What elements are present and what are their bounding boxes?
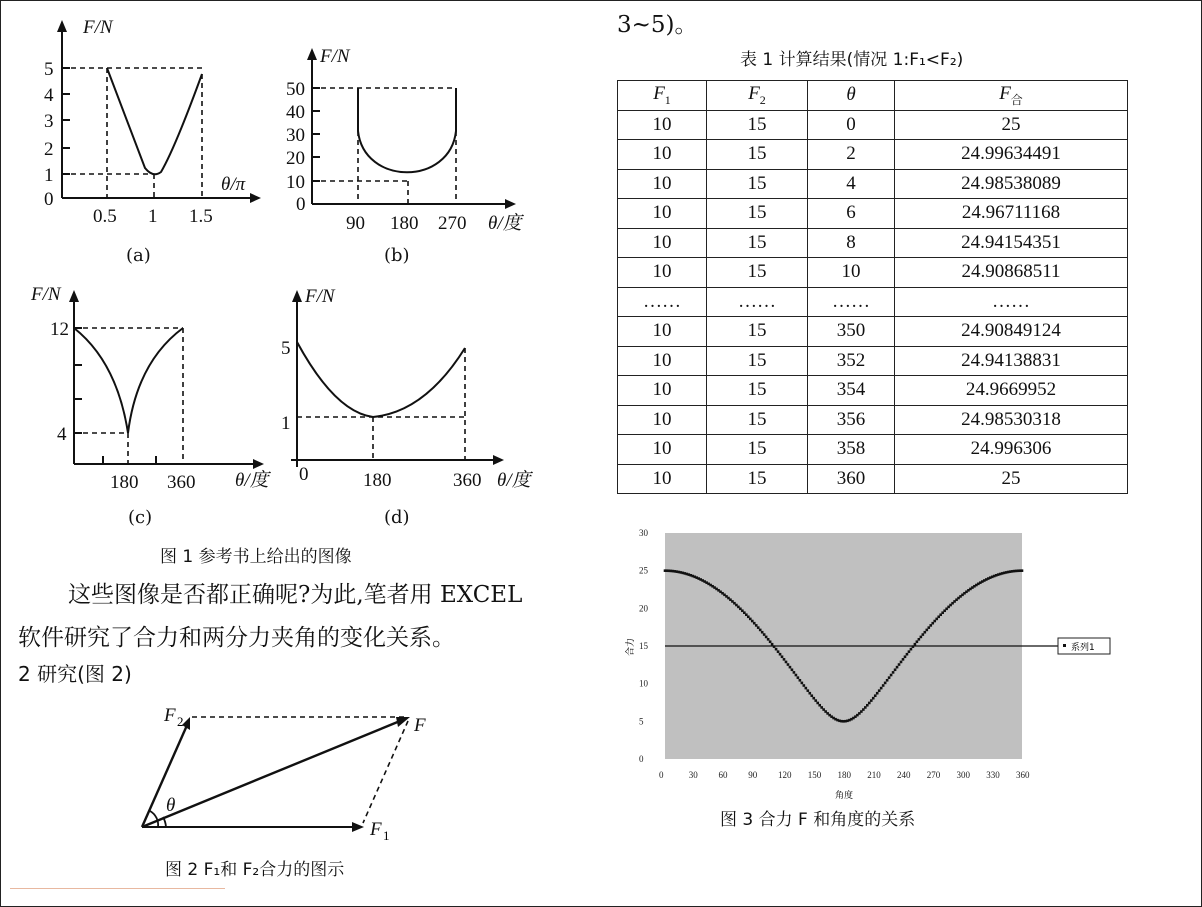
data-point xyxy=(805,687,808,690)
table-cell: 15 xyxy=(707,169,808,199)
table-row xyxy=(618,258,1128,288)
data-point xyxy=(882,684,885,687)
fig2-caption: 图 2 F₁和 F₂合力的图示 xyxy=(165,860,345,880)
data-point xyxy=(876,692,879,695)
header-theta: θ xyxy=(808,81,895,111)
chart-x-tick: 90 xyxy=(748,770,758,780)
fig1a-y-tick-5: 5 xyxy=(44,59,54,80)
data-point xyxy=(900,661,903,664)
chart-x-tick: 360 xyxy=(1016,770,1030,780)
fig1a-caption: (a) xyxy=(126,245,151,266)
table-cell: 10 xyxy=(618,435,707,465)
table-cell: 358 xyxy=(808,435,895,465)
fig1c-caption: (c) xyxy=(128,507,153,528)
fig1d-y-arrow xyxy=(292,290,302,302)
fig1c-y-tick: 12 xyxy=(50,319,69,340)
data-point xyxy=(781,655,784,658)
chart-y-tick: 20 xyxy=(639,603,648,614)
fig1b-caption: (b) xyxy=(384,245,410,266)
header-f1: $F_1$ xyxy=(618,81,707,111)
fig3-chart xyxy=(615,520,1135,800)
table-cell: 10 xyxy=(618,110,707,140)
table-cell: 10 xyxy=(618,258,707,288)
fig1d-y-tick: 5 xyxy=(281,338,291,359)
table-cell: 10 xyxy=(618,376,707,406)
data-point xyxy=(874,694,877,697)
data-point xyxy=(763,633,766,636)
fig2-diagram xyxy=(130,695,450,845)
fig1a-graph xyxy=(25,8,275,228)
data-point xyxy=(880,687,883,690)
table-cell: 8 xyxy=(808,228,895,258)
table-cell: 15 xyxy=(707,199,808,229)
fig1a-x-arrow xyxy=(250,193,261,203)
chart-y-tick: 30 xyxy=(639,528,648,538)
table-row xyxy=(618,435,1128,465)
data-point xyxy=(808,692,811,695)
table-cell: 15 xyxy=(707,140,808,170)
chart-x-tick: 300 xyxy=(956,770,970,780)
chart-y-tick: 25 xyxy=(639,565,648,576)
fig1c-y-label: F/N xyxy=(31,284,61,305)
fig1a-curve xyxy=(107,68,202,174)
chart-x-tick: 270 xyxy=(926,770,941,780)
table-cell: 24.99634491 xyxy=(895,140,1128,170)
data-point xyxy=(910,648,913,651)
data-point xyxy=(769,640,772,643)
table-cell: 10 xyxy=(808,258,895,288)
label-f2-sub: 2 xyxy=(177,714,184,729)
fig1c-y-arrow xyxy=(69,290,79,302)
data-point xyxy=(904,655,907,658)
table-row xyxy=(618,464,1128,494)
data-point xyxy=(810,694,813,697)
chart-x-tick: 0 xyxy=(659,770,664,780)
continued-text: 3~5)。 xyxy=(617,12,698,38)
data-point xyxy=(795,674,798,677)
table-cell: 0 xyxy=(808,110,895,140)
data-point xyxy=(890,674,893,677)
chart-x-tick: 60 xyxy=(718,770,728,780)
table-row xyxy=(618,346,1128,376)
chart-y-tick: 15 xyxy=(639,641,648,651)
fig1b-y-tick: 50 xyxy=(286,79,305,100)
data-point xyxy=(902,658,905,661)
data-point xyxy=(886,679,889,682)
data-point xyxy=(1021,569,1024,572)
chart-y-tick: 5 xyxy=(639,716,644,727)
data-point xyxy=(799,679,802,682)
table-row xyxy=(618,228,1128,258)
fig1b-x-tick: 180 xyxy=(390,213,419,234)
fig1d-curve xyxy=(297,342,465,417)
parallelogram-right xyxy=(363,721,408,823)
fig1d-y-tick: 1 xyxy=(281,413,291,434)
table-cell: 24.94138831 xyxy=(895,346,1128,376)
data-point xyxy=(791,668,794,671)
table-cell: 24.98530318 xyxy=(895,405,1128,435)
table-cell: 360 xyxy=(808,464,895,494)
results-table xyxy=(617,80,1128,494)
table-row xyxy=(618,376,1128,406)
fig1b-y-tick: 10 xyxy=(286,172,305,193)
table1-title: 表 1 计算结果(情况 1:F₁<F₂) xyxy=(740,50,964,70)
table-cell: 15 xyxy=(707,258,808,288)
table-cell: 10 xyxy=(618,199,707,229)
chart-x-tick: 330 xyxy=(986,770,1000,780)
fig1c-x-arrow xyxy=(253,459,264,469)
data-point xyxy=(894,668,897,671)
data-point xyxy=(912,645,915,648)
fig1b-curve xyxy=(358,88,456,172)
table-cell: 24.9669952 xyxy=(895,376,1128,406)
table-cell: 10 xyxy=(618,169,707,199)
section-heading: 2 研究(图 2) xyxy=(18,662,132,686)
chart-x-tick: 150 xyxy=(807,770,822,780)
label-f: F xyxy=(414,715,426,736)
table-cell: 15 xyxy=(707,228,808,258)
fig1a-y-label: F/N xyxy=(83,17,113,38)
data-point xyxy=(870,699,873,702)
data-point xyxy=(916,640,919,643)
table-cell: …… xyxy=(707,287,808,317)
data-point xyxy=(765,636,768,639)
data-point xyxy=(779,653,782,656)
paragraph-line-1: 这些图像是否都正确呢?为此,笔者用 EXCEL xyxy=(68,582,523,608)
fig1c-graph xyxy=(25,272,285,497)
data-point xyxy=(878,689,881,692)
table-cell: 15 xyxy=(707,110,808,140)
fig1a-y-tick-1: 1 xyxy=(44,165,54,186)
table-cell: 2 xyxy=(808,140,895,170)
table-cell: 24.90868511 xyxy=(895,258,1128,288)
fig1d-x-tick: 360 xyxy=(453,470,482,491)
data-point xyxy=(755,624,758,627)
label-f1: F xyxy=(370,819,382,840)
fig1b-y-tick: 0 xyxy=(296,194,306,215)
table-cell: 356 xyxy=(808,405,895,435)
data-point xyxy=(807,689,810,692)
table-row xyxy=(618,317,1128,347)
table-cell: 352 xyxy=(808,346,895,376)
data-point xyxy=(884,682,887,685)
footnote-rule xyxy=(10,888,225,889)
data-point xyxy=(767,638,770,641)
table-cell: 15 xyxy=(707,405,808,435)
fig1a-x-tick: 1.5 xyxy=(189,206,213,227)
data-point xyxy=(777,650,780,653)
fig1d-graph xyxy=(275,272,545,497)
fig1a-y-tick-0: 0 xyxy=(44,189,54,210)
header-f-resultant: $F_合$ xyxy=(895,81,1128,111)
data-point xyxy=(797,676,800,679)
fig1b-x-tick: 270 xyxy=(438,213,467,234)
table-cell: 15 xyxy=(707,346,808,376)
data-point xyxy=(771,643,774,646)
fig1c-x-label: θ/度 xyxy=(235,470,269,491)
table-cell: 4 xyxy=(808,169,895,199)
data-point xyxy=(775,648,778,651)
data-point xyxy=(914,643,917,646)
data-point xyxy=(866,704,869,707)
fig3-caption: 图 3 合力 F 和角度的关系 xyxy=(720,810,916,830)
fig1b-y-tick: 40 xyxy=(286,102,305,123)
table-cell: 15 xyxy=(707,464,808,494)
fig1b-y-tick: 30 xyxy=(286,125,305,146)
arrow-f1 xyxy=(352,822,364,832)
data-point xyxy=(868,702,871,705)
fig1-caption: 图 1 参考书上给出的图像 xyxy=(160,547,352,567)
fig1b-graph xyxy=(280,36,540,236)
chart-y-tick: 10 xyxy=(639,678,648,689)
angle-arc xyxy=(150,811,158,827)
data-point xyxy=(920,636,923,639)
data-point xyxy=(872,697,875,700)
fig1a-y-tick-4: 4 xyxy=(44,85,54,106)
fig1c-x-tick: 180 xyxy=(110,472,139,493)
chart-x-tick: 180 xyxy=(837,770,851,780)
fig1b-x-arrow xyxy=(505,199,516,209)
table-cell: 15 xyxy=(707,376,808,406)
data-point xyxy=(924,631,927,634)
table-row xyxy=(618,140,1128,170)
table-row xyxy=(618,169,1128,199)
table-cell: …… xyxy=(808,287,895,317)
table-cell: 10 xyxy=(618,317,707,347)
chart-x-tick: 240 xyxy=(897,770,911,780)
table-row xyxy=(618,110,1128,140)
chart-x-label: 角度 xyxy=(835,791,854,800)
table-cell: 6 xyxy=(808,199,895,229)
label-f2: F xyxy=(164,705,176,726)
fig1a-y-arrow xyxy=(57,20,67,32)
table-cell: 15 xyxy=(707,435,808,465)
chart-x-tick: 120 xyxy=(778,770,792,780)
table-cell: 10 xyxy=(618,140,707,170)
table-cell: 24.90849124 xyxy=(895,317,1128,347)
fig1b-x-label: θ/度 xyxy=(488,213,522,234)
data-point xyxy=(816,702,819,705)
data-point xyxy=(918,638,921,641)
fig1b-y-label: F/N xyxy=(320,46,350,67)
table-row xyxy=(618,287,1128,317)
table-cell: 24.996306 xyxy=(895,435,1128,465)
chart-x-tick: 210 xyxy=(867,770,881,780)
data-point xyxy=(785,661,788,664)
header-f2: $F_2$ xyxy=(707,81,808,111)
data-point xyxy=(787,663,790,666)
label-f1-sub: 1 xyxy=(383,828,390,843)
fig1c-curve xyxy=(74,328,183,433)
table-cell: 24.96711168 xyxy=(895,199,1128,229)
label-theta: θ xyxy=(166,795,176,816)
legend-marker xyxy=(1063,644,1066,647)
data-point xyxy=(757,626,760,629)
table-cell: 25 xyxy=(895,464,1128,494)
chart-y-tick: 0 xyxy=(639,754,644,764)
fig1b-x-tick: 90 xyxy=(346,213,365,234)
fig1a-y-tick-3: 3 xyxy=(44,111,54,132)
data-point xyxy=(898,663,901,666)
fig1d-x-tick: 180 xyxy=(363,470,392,491)
fig1c-y-tick: 4 xyxy=(57,424,67,445)
data-point xyxy=(801,682,804,685)
table-cell: 24.98538089 xyxy=(895,169,1128,199)
fig1d-x-label: θ/度 xyxy=(497,470,531,491)
table-header-row xyxy=(618,81,1128,111)
fig1d-y-label: F/N xyxy=(305,286,335,307)
data-point xyxy=(927,626,930,629)
table-cell: 10 xyxy=(618,228,707,258)
fig1a-y-tick-2: 2 xyxy=(44,139,54,160)
table-cell: 25 xyxy=(895,110,1128,140)
fig1a-x-tick: 0.5 xyxy=(93,206,117,227)
table-body xyxy=(618,110,1128,494)
data-point xyxy=(926,629,929,632)
data-point xyxy=(803,684,806,687)
fig1d-caption: (d) xyxy=(384,507,410,528)
fig1c-x-tick: 360 xyxy=(167,472,196,493)
data-point xyxy=(812,697,815,700)
fig1b-y-tick: 20 xyxy=(286,148,305,169)
fig1a-x-label: θ/π xyxy=(221,174,246,195)
table-cell: 350 xyxy=(808,317,895,347)
chart-y-label: 合力 xyxy=(626,637,636,656)
table-cell: 24.94154351 xyxy=(895,228,1128,258)
table-row xyxy=(618,405,1128,435)
table-cell: 10 xyxy=(618,346,707,376)
table-cell: 15 xyxy=(707,317,808,347)
data-point xyxy=(888,676,891,679)
table-cell: 10 xyxy=(618,464,707,494)
table-row xyxy=(618,199,1128,229)
table-cell: …… xyxy=(895,287,1128,317)
data-point xyxy=(793,671,796,674)
data-point xyxy=(906,653,909,656)
table-cell: 10 xyxy=(618,405,707,435)
fig1b-y-arrow xyxy=(307,48,317,60)
fig1a-x-tick: 1 xyxy=(148,206,158,227)
data-point xyxy=(773,645,776,648)
data-point xyxy=(761,631,764,634)
data-point xyxy=(814,699,817,702)
fig1d-x-tick: 0 xyxy=(299,464,309,485)
data-point xyxy=(789,666,792,669)
data-point xyxy=(908,650,911,653)
data-point xyxy=(896,666,899,669)
data-point xyxy=(922,633,925,636)
paragraph-line-2: 软件研究了合力和两分力夹角的变化关系。 xyxy=(18,625,455,651)
table-cell: 354 xyxy=(808,376,895,406)
data-point xyxy=(892,671,895,674)
legend-label: 系列1 xyxy=(1071,643,1095,653)
table-cell: …… xyxy=(618,287,707,317)
fig1d-x-arrow xyxy=(493,455,504,465)
chart-x-tick: 30 xyxy=(688,770,698,780)
data-point xyxy=(759,629,762,632)
data-point xyxy=(783,658,786,661)
